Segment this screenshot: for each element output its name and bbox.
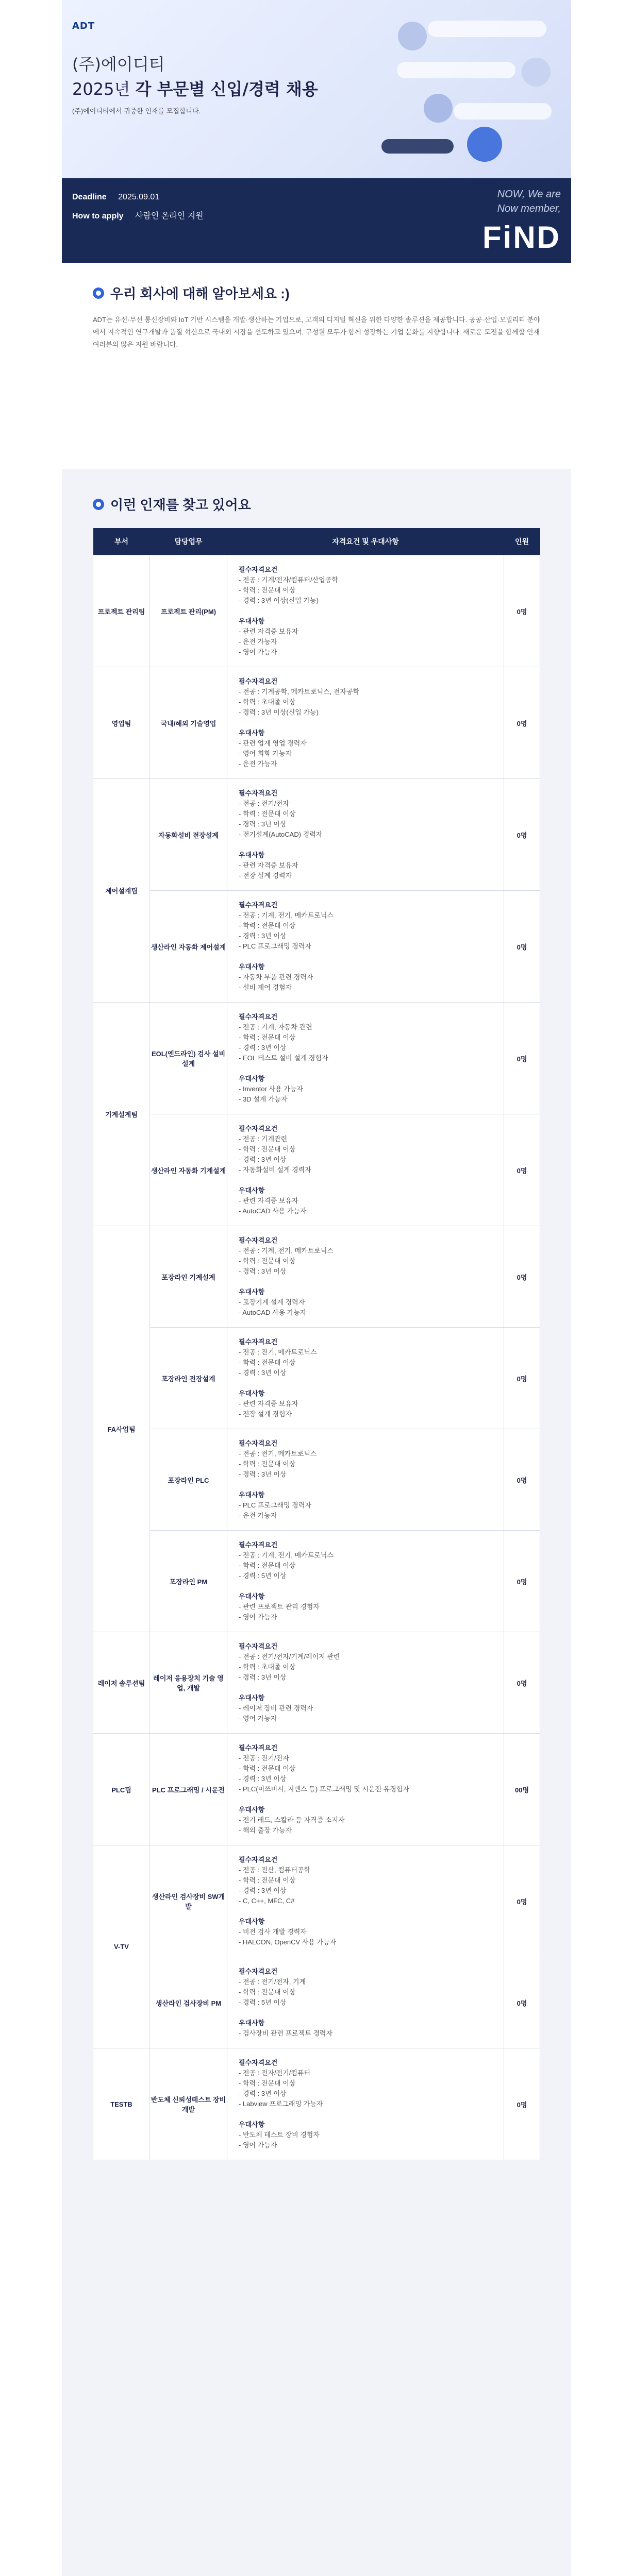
list-item: - 관련 자격증 보유자: [239, 860, 492, 871]
spacer: [239, 952, 492, 960]
deadline-value: 2025.09.01: [118, 193, 160, 201]
required-label: 필수자격요건: [239, 1642, 278, 1650]
list-item: - 관련 자격증 보유자: [239, 1196, 492, 1206]
table-row: [93, 1003, 540, 1114]
list-item: - 학력 : 전문대 이상: [239, 1032, 492, 1043]
preferred-label: 우대사항: [239, 1187, 265, 1194]
page-subtitle: (주)에이디티에서 귀중한 인재를 모집합니다.: [72, 107, 201, 115]
spacer: [239, 718, 492, 726]
count-cell: 0명: [504, 1328, 540, 1429]
preferred-label: 우대사항: [239, 851, 265, 859]
spacer: [239, 1581, 492, 1589]
requirements-box: [227, 1114, 504, 1226]
list-item: - 영어 가능자: [239, 647, 492, 657]
requirements-cell: [227, 1003, 504, 1114]
requirements-box: [227, 1845, 504, 1957]
spacer: [239, 2008, 492, 2016]
spacer: [239, 1906, 492, 1914]
table-row: [93, 779, 540, 891]
required-list: [239, 2068, 492, 2109]
preferred-label: 우대사항: [239, 963, 265, 971]
list-item: - 운전 가능자: [239, 759, 492, 769]
requirements-box: [227, 1632, 504, 1733]
tagline-1: NOW, We are: [497, 189, 561, 200]
dept-cell: TESTB: [93, 2048, 150, 2160]
list-item: - 반도체 테스트 장비 경험자: [239, 2130, 492, 2140]
requirements-box: [227, 891, 504, 1002]
positions-body: [93, 555, 540, 2160]
list-item: - 관련 프로젝트 관리 경험자: [239, 1602, 492, 1612]
count-cell: 0명: [504, 667, 540, 779]
required-label: 필수자격요건: [239, 1541, 278, 1549]
list-item: - 학력 : 초대졸 이상: [239, 1662, 492, 1672]
positions-table: [93, 528, 540, 2160]
preferred-list: [239, 738, 492, 769]
preferred-list: [239, 1399, 492, 1419]
list-item: - 학력 : 전문대 이상: [239, 1256, 492, 1266]
list-item: - 비전 검사 개발 경력자: [239, 1927, 492, 1937]
section-bullet-icon: [93, 499, 104, 510]
spacer: [239, 606, 492, 614]
tagline-2: Now member,: [497, 203, 561, 214]
spacer: [239, 1277, 492, 1285]
required-label: 필수자격요건: [239, 1856, 278, 1863]
list-item: - 학력 : 전문대 이상: [239, 1764, 492, 1774]
table-row: [93, 1632, 540, 1734]
list-item: - 전공 : 전기/전자: [239, 799, 492, 809]
spacer: [239, 1794, 492, 1803]
requirements-cell: [227, 1226, 504, 1328]
task-cell: 포장라인 전장설계: [150, 1328, 227, 1429]
required-list: [239, 1652, 492, 1683]
spacer: [239, 1480, 492, 1488]
list-item: - 전기설계(AutoCAD) 경력자: [239, 829, 492, 840]
required-list: [239, 1865, 492, 1906]
task-cell: PLC 프로그래밍 / 시운전: [150, 1734, 227, 1845]
required-list: [239, 1977, 492, 2008]
requirements-box: [227, 1429, 504, 1530]
requirements-box: [227, 555, 504, 667]
list-item: - 해외 출장 가능자: [239, 1825, 492, 1836]
list-item: - 학력 : 전문대 이상: [239, 585, 492, 596]
preferred-label: 우대사항: [239, 1075, 265, 1082]
list-item: - 전공 : 기계, 전기, 메카트로닉스: [239, 1246, 492, 1256]
preferred-label: 우대사항: [239, 1389, 265, 1397]
list-item: - 전공 : 전자/전기/컴퓨터: [239, 2068, 492, 2078]
page-title-year: 2025년: [72, 79, 130, 99]
preferred-label: 우대사항: [239, 1288, 265, 1296]
list-item: - 자동차 부품 관련 경력자: [239, 972, 492, 982]
requirements-cell: [227, 1114, 504, 1226]
col-task: 담당업무: [150, 528, 227, 555]
count-cell: 0명: [504, 1632, 540, 1734]
task-cell: 포장라인 PM: [150, 1531, 227, 1632]
list-item: - 경력 : 3년 이상: [239, 931, 492, 941]
required-list: [239, 1449, 492, 1480]
requirements-cell: [227, 1429, 504, 1531]
list-item: - PLC 프로그래밍 경력자: [239, 941, 492, 952]
list-item: - 경력 : 3년 이상: [239, 819, 492, 829]
list-item: - 전공 : 기계, 전기, 메카트로닉스: [239, 1550, 492, 1561]
count-cell: 0명: [504, 1226, 540, 1328]
requirements-cell: [227, 1632, 504, 1734]
required-label: 필수자격요건: [239, 1744, 278, 1752]
task-cell: 레이저 응용장치 기술 영업, 개발: [150, 1632, 227, 1734]
col-dept: 부서: [93, 528, 150, 555]
required-label: 필수자격요건: [239, 789, 278, 797]
required-list: [239, 1246, 492, 1277]
task-cell: 프로젝트 관리(PM): [150, 555, 227, 667]
list-item: - 학력 : 전문대 이상: [239, 1144, 492, 1155]
list-item: - 설비 제어 경험자: [239, 982, 492, 993]
table-header-row: [93, 528, 540, 555]
list-item: - 영어 가능자: [239, 1612, 492, 1622]
find-wordmark: FiND: [482, 220, 561, 255]
requirements-box: [227, 1226, 504, 1327]
spacer: [239, 2109, 492, 2117]
list-item: - 학력 : 전문대 이상: [239, 1561, 492, 1571]
required-label: 필수자격요건: [239, 2059, 278, 2066]
list-item: - 전공 : 기계, 전기, 메카트로닉스: [239, 910, 492, 921]
required-list: [239, 910, 492, 952]
list-item: - 자동화설비 설계 경력자: [239, 1165, 492, 1175]
requirements-box: [227, 1734, 504, 1845]
col-count: 인원: [504, 528, 540, 555]
task-cell: 자동화설비 전장설계: [150, 779, 227, 891]
preferred-list: [239, 626, 492, 657]
required-label: 필수자격요건: [239, 1236, 278, 1244]
required-label: 필수자격요건: [239, 1968, 278, 1975]
preferred-list: [239, 1297, 492, 1318]
list-item: - 학력 : 전문대 이상: [239, 921, 492, 931]
section-bullet-icon: [93, 287, 104, 299]
list-item: - 영어 가능자: [239, 1714, 492, 1724]
dept-cell: 제어설계팀: [93, 779, 150, 1003]
list-item: - 학력 : 전문대 이상: [239, 1459, 492, 1469]
preferred-label: 우대사항: [239, 1806, 265, 1814]
list-item: - 전공 : 전기/전자, 기계: [239, 1977, 492, 1987]
preferred-label: 우대사항: [239, 1491, 265, 1499]
required-label: 필수자격요건: [239, 1013, 278, 1021]
apply-value: 사람인 온라인 지원: [135, 212, 204, 221]
dept-cell: 프로젝트 관리팀: [93, 555, 150, 667]
list-item: - 경력 : 3년 이상: [239, 1469, 492, 1480]
preferred-label: 우대사항: [239, 729, 265, 737]
count-cell: 0명: [504, 555, 540, 667]
preferred-list: [239, 860, 492, 881]
dept-cell: 레이저 솔루션팀: [93, 1632, 150, 1734]
list-item: - 전기 레드, 스칼라 등 자격증 소지자: [239, 1815, 492, 1825]
page-title: [72, 76, 318, 100]
about-heading: [93, 283, 540, 302]
deadline: [72, 193, 159, 202]
list-item: - 전공 : 전기/전자/기계/레이저 관련: [239, 1652, 492, 1662]
preferred-label: 우대사항: [239, 1918, 265, 1925]
positions-title: 이런 인재를 찾고 있어요: [110, 497, 251, 513]
count-cell: 0명: [504, 891, 540, 1003]
dept-cell: V-TV: [93, 1845, 150, 2048]
table-row: [93, 1845, 540, 1957]
list-item: - 경력 : 3년 이상(신입 가능): [239, 707, 492, 718]
task-cell: 생산라인 검사장비 PM: [150, 1957, 227, 2048]
list-item: - 영어 가능자: [239, 2140, 492, 2150]
preferred-list: [239, 1602, 492, 1622]
list-item: - 경력 : 5년 이상: [239, 1997, 492, 2008]
task-cell: 생산라인 자동화 제어설계: [150, 891, 227, 1003]
list-item: - 관련 자격증 보유자: [239, 626, 492, 637]
list-item: - HALCON, OpenCV 사용 가능자: [239, 1937, 492, 1947]
required-list: [239, 1753, 492, 1794]
requirements-cell: [227, 1531, 504, 1632]
task-cell: 포장라인 기계설계: [150, 1226, 227, 1328]
profile-bubbles: [381, 21, 552, 162]
table-row: [93, 555, 540, 667]
preferred-list: [239, 1196, 492, 1216]
hero-section: [62, 0, 571, 263]
company-name: (주)에이디티: [72, 55, 165, 74]
requirements-cell: [227, 667, 504, 779]
spacer: [239, 840, 492, 848]
dept-cell: FA사업팀: [93, 1226, 150, 1632]
list-item: - 전공 : 기계공학, 메카트로닉스, 전자공학: [239, 687, 492, 697]
list-item: - 포장기계 설계 경력자: [239, 1297, 492, 1308]
list-item: - 학력 : 전문대 이상: [239, 2078, 492, 2089]
task-cell: 생산라인 검사장비 SW개발: [150, 1845, 227, 1957]
preferred-list: [239, 2028, 492, 2039]
list-item: - 전공 : 기계관련: [239, 1134, 492, 1144]
preferred-list: [239, 2130, 492, 2150]
required-label: 필수자격요건: [239, 1125, 278, 1132]
col-req: 자격요건 및 우대사항: [227, 528, 504, 555]
required-list: [239, 687, 492, 718]
apply-label: How to apply: [72, 212, 124, 221]
preferred-label: 우대사항: [239, 1694, 265, 1702]
positions-heading: [93, 495, 540, 514]
count-cell: 00명: [504, 1734, 540, 1845]
count-cell: 0명: [504, 779, 540, 891]
dept-cell: 영업팀: [93, 667, 150, 779]
list-item: - AutoCAD 사용 가능자: [239, 1206, 492, 1216]
requirements-cell: [227, 1328, 504, 1429]
table-row: [93, 1429, 540, 1531]
table-row: [93, 1531, 540, 1632]
preferred-list: [239, 1084, 492, 1105]
company-logo: ADT: [72, 21, 95, 31]
count-cell: 0명: [504, 1003, 540, 1114]
list-item: - 경력 : 3년 이상(신입 가능): [239, 596, 492, 606]
table-row: [93, 1226, 540, 1328]
how-to-apply: [72, 209, 204, 221]
requirements-cell: [227, 891, 504, 1003]
list-item: - PLC 프로그래밍 경력자: [239, 1500, 492, 1511]
list-item: - PLC(미쓰비시, 지멘스 등) 프로그래밍 및 시운전 유경험자: [239, 1784, 492, 1794]
list-item: - Inventor 사용 가능자: [239, 1084, 492, 1094]
list-item: - 경력 : 3년 이상: [239, 1672, 492, 1683]
list-item: - 전공 : 전기, 메카트로닉스: [239, 1347, 492, 1358]
requirements-box: [227, 2048, 504, 2160]
required-list: [239, 1550, 492, 1581]
table-row: [93, 891, 540, 1003]
table-row: [93, 667, 540, 779]
list-item: - 경력 : 3년 이상: [239, 2089, 492, 2099]
page-title-main: 각 부문별 신입/경력 채용: [135, 79, 318, 99]
list-item: - 학력 : 전문대 이상: [239, 809, 492, 819]
table-row: [93, 1114, 540, 1226]
list-item: - 경력 : 3년 이상: [239, 1368, 492, 1378]
about-intro: ADT는 유선·무선 통신장비와 IoT 기반 시스템을 개발·생산하는 기업으로, 고객의 디지털 혁신을 위한 다양한 솔루션을 제공합니다. 공공·산업·모빌리티 분야에서 지속적인 연구개발과 품질 혁신으로 국내외 시장을 선도하고 있으며, 구성원 모두가 함께 성장하는 기업 문화를 지향합니다. 새로운 도전을 함께할 인재 여러분의 많은 지원 바랍니다.: [93, 316, 540, 348]
list-item: - 3D 설계 가능자: [239, 1094, 492, 1105]
requirements-box: [227, 667, 504, 778]
hero-illustration: [351, 15, 567, 185]
about-title: 우리 회사에 대해 알아보세요 :): [110, 286, 290, 301]
list-item: - 경력 : 3년 이상: [239, 1886, 492, 1896]
list-item: - 관련 자격증 보유자: [239, 1399, 492, 1409]
list-item: - 경력 : 3년 이상: [239, 1155, 492, 1165]
count-cell: 0명: [504, 1957, 540, 2048]
deadline-label: Deadline: [72, 193, 107, 201]
list-item: - 학력 : 전문대 이상: [239, 1875, 492, 1886]
spacer: [239, 1063, 492, 1072]
positions-section: [62, 469, 571, 2576]
list-item: - C, C++, MFC, C#: [239, 1896, 492, 1906]
list-item: - 전공 : 기계/전자/컴퓨터/산업공학: [239, 575, 492, 585]
preferred-list: [239, 1927, 492, 1947]
required-list: [239, 1022, 492, 1063]
requirements-cell: [227, 1845, 504, 1957]
requirements-box: [227, 1328, 504, 1429]
list-item: - 학력 : 전문대 이상: [239, 1987, 492, 1997]
required-label: 필수자격요건: [239, 1338, 278, 1346]
list-item: - 전공 : 전산, 컴퓨터공학: [239, 1865, 492, 1875]
list-item: - 관련 업계 영업 경력자: [239, 738, 492, 749]
list-item: - 레이저 장비 관련 경력자: [239, 1703, 492, 1714]
list-item: - 전공 : 전기/전자: [239, 1753, 492, 1764]
requirements-cell: [227, 779, 504, 891]
list-item: - EOL 테스트 설비 설계 경험자: [239, 1053, 492, 1063]
list-item: - 검사장비 관련 프로젝트 경력자: [239, 2028, 492, 2039]
task-cell: 생산라인 자동화 기계설계: [150, 1114, 227, 1226]
list-item: - 전공 : 기계, 자동차 관련: [239, 1022, 492, 1032]
list-item: - 전장 설계 경력자: [239, 871, 492, 881]
requirements-box: [227, 1957, 504, 2048]
table-row: [93, 1328, 540, 1429]
preferred-list: [239, 972, 492, 993]
preferred-label: 우대사항: [239, 617, 265, 625]
list-item: - 경력 : 3년 이상: [239, 1043, 492, 1053]
list-item: - 경력 : 5년 이상: [239, 1571, 492, 1581]
list-item: - 학력 : 초대졸 이상: [239, 697, 492, 707]
preferred-label: 우대사항: [239, 2019, 265, 2027]
requirements-cell: [227, 1734, 504, 1845]
table-row: [93, 1957, 540, 2048]
list-item: - 전장 설계 경험자: [239, 1409, 492, 1419]
count-cell: 0명: [504, 1845, 540, 1957]
task-cell: 포장라인 PLC: [150, 1429, 227, 1531]
required-label: 필수자격요건: [239, 566, 278, 573]
preferred-list: [239, 1815, 492, 1836]
count-cell: 0명: [504, 2048, 540, 2160]
list-item: - 경력 : 3년 이상: [239, 1266, 492, 1277]
hero-info-bar: [62, 178, 571, 261]
count-cell: 0명: [504, 1114, 540, 1226]
about-section: [62, 263, 571, 469]
list-item: - Labview 프로그래밍 가능자: [239, 2099, 492, 2109]
preferred-list: [239, 1500, 492, 1521]
count-cell: 0명: [504, 1429, 540, 1531]
required-label: 필수자격요건: [239, 1439, 278, 1447]
task-cell: 국내/해외 기술영업: [150, 667, 227, 779]
task-cell: EOL(엔드라인) 검사 설비 설계: [150, 1003, 227, 1114]
list-item: - 전공 : 전기, 메카트로닉스: [239, 1449, 492, 1459]
dept-cell: PLC팀: [93, 1734, 150, 1845]
spacer: [239, 1378, 492, 1386]
table-row: [93, 1734, 540, 1845]
count-cell: 0명: [504, 1531, 540, 1632]
requirements-cell: [227, 555, 504, 667]
requirements-box: [227, 1003, 504, 1114]
list-item: - 운전 가능자: [239, 1511, 492, 1521]
preferred-label: 우대사항: [239, 2121, 265, 2128]
required-label: 필수자격요건: [239, 677, 278, 685]
required-list: [239, 575, 492, 606]
list-item: - AutoCAD 사용 가능자: [239, 1308, 492, 1318]
requirements-cell: [227, 2048, 504, 2160]
task-cell: 반도체 신뢰성테스트 장비 개발: [150, 2048, 227, 2160]
spacer: [239, 1683, 492, 1691]
requirements-box: [227, 1531, 504, 1632]
table-row: [93, 2048, 540, 2160]
list-item: - 학력 : 전문대 이상: [239, 1358, 492, 1368]
list-item: - 운전 가능자: [239, 637, 492, 647]
preferred-list: [239, 1703, 492, 1724]
list-item: - 경력 : 3년 이상: [239, 1774, 492, 1784]
requirements-cell: [227, 1957, 504, 2048]
requirements-box: [227, 779, 504, 890]
preferred-label: 우대사항: [239, 1592, 265, 1600]
required-label: 필수자격요건: [239, 901, 278, 909]
required-list: [239, 799, 492, 840]
required-list: [239, 1134, 492, 1175]
dept-cell: 기계설계팀: [93, 1003, 150, 1226]
required-list: [239, 1347, 492, 1378]
spacer: [239, 1175, 492, 1183]
list-item: - 영어 회화 가능자: [239, 749, 492, 759]
